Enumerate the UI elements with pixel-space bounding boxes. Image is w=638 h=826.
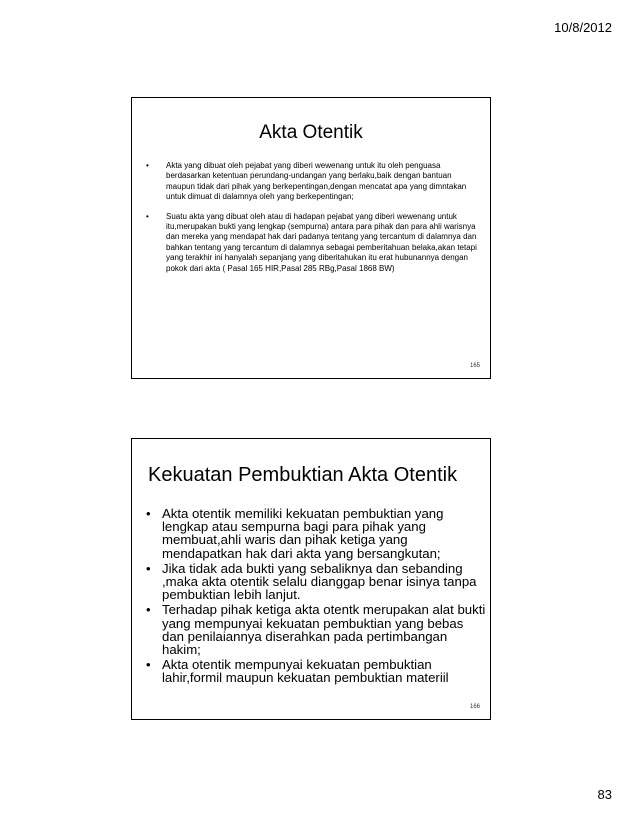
slide-title: Kekuatan Pembuktian Akta Otentik bbox=[148, 464, 458, 486]
list-item bbox=[146, 562, 486, 602]
slide-title: Akta Otentik bbox=[259, 122, 363, 143]
slide-number: 165 bbox=[469, 363, 480, 369]
slide-166 bbox=[131, 438, 491, 720]
bullet-marker: • bbox=[146, 602, 151, 618]
bullet-marker: • bbox=[146, 657, 151, 673]
list-item bbox=[144, 212, 482, 274]
bullet-marker: • bbox=[146, 560, 151, 576]
slide-165 bbox=[131, 97, 491, 379]
bullet-marker: • bbox=[146, 506, 151, 521]
bullet-text: Akta yang dibuat oleh pejabat yang diberi wewenang untuk itu oleh penguasa berdasarkan ketentuan perundang-undangan yang berlaku,baik dengan bantuan maupun tidak dari pihak yang berkepentingan,dengan mencatat apa yang dimntakan untuk dimuat di dalamnya oleh yang berkepentingan; bbox=[166, 161, 467, 202]
bullet-text: Akta otentik memiliki kekuatan pembuktian yang lengkap atau sempurna bagi para pihak yang membuat,ahli waris dan pihak ketiga yang mendapatkan hak dari akta yang bersangkutan; bbox=[162, 506, 444, 561]
list-item bbox=[144, 161, 482, 203]
bullet-text: Akta otentik mempunyai kekuatan pembuktian lahir,formil maupun kekuatan pembuktian materiil bbox=[162, 657, 449, 686]
list-item bbox=[146, 507, 486, 560]
list-item bbox=[146, 658, 486, 684]
bullet-text: Terhadap pihak ketiga akta otentk merupakan alat bukti yang mempunyai kekuatan pembuktian yang bebas dan penilaiannya diserahkan pada pertimbangan hakim; bbox=[162, 602, 486, 658]
page-date: 10/8/2012 bbox=[554, 20, 612, 35]
bullet-marker: • bbox=[146, 161, 149, 170]
bullet-marker: • bbox=[146, 211, 149, 221]
bullet-text: Suatu akta yang dibuat oleh atau di hadapan pejabat yang diberi wewenang untuk itu,merupakan bukti yang lengkap (sempurna) antara para pihak dan para ahli warisnya dan mereka yang mendapat hak dari padanya tentang yang tercantum di dalamnya dan bahkan tentang yang tercantum di dalamnya sebagai pemberitahuan belaka,akan tetapi yang terakhir ini hanyalah sepanjang yang diberitahukan itu erat hubunannya dengan pokok dari akta ( Pasal 165 HIR,Pasal 285 RBg,Pasal 1868 BW) bbox=[166, 211, 477, 273]
bullet-list bbox=[144, 161, 482, 283]
bullet-list bbox=[146, 507, 486, 687]
list-item bbox=[146, 603, 486, 656]
page-number: 83 bbox=[597, 787, 612, 802]
slide-number: 166 bbox=[469, 704, 480, 710]
bullet-text: Jika tidak ada bukti yang sebaliknya dan sebanding ,maka akta otentik selalu dianggap benar isinya tanpa pembuktian lebih lanjut. bbox=[162, 560, 477, 603]
